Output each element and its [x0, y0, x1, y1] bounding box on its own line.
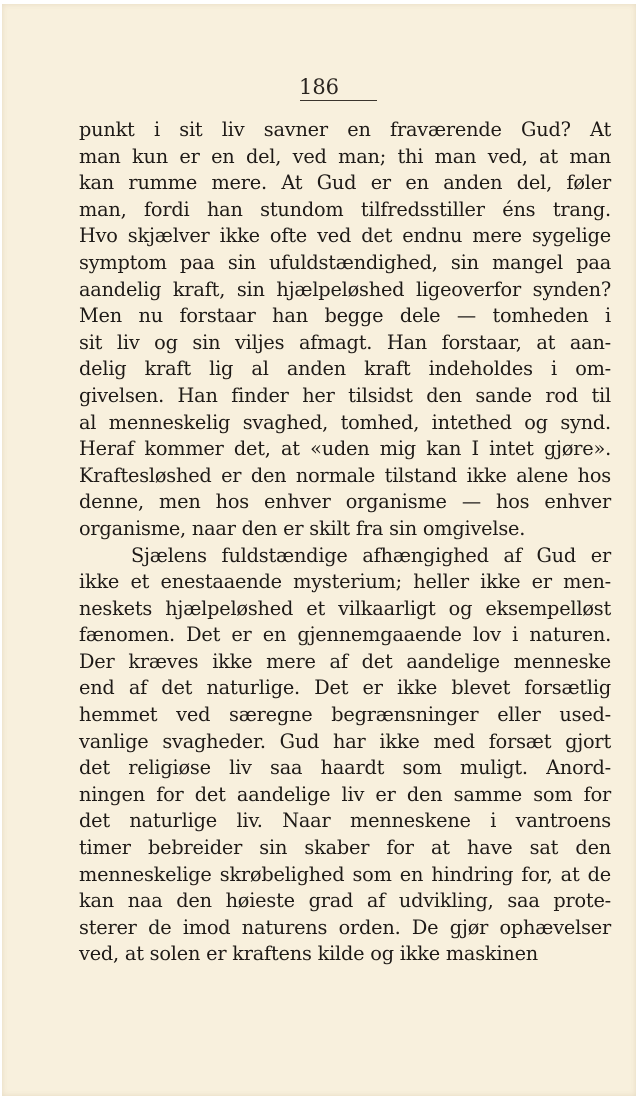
- text-line: timer bebreider sin skaber for at have sat den: [79, 836, 611, 860]
- text-line: ikke et enestaaende mysterium; heller ikke er men-: [79, 570, 611, 594]
- text-line: vanlige svagheder. Gud har ikke med forsæt gjort: [79, 729, 611, 753]
- paragraph: [79, 117, 611, 543]
- text-line: aandelig kraft, sin hjælpeløshed ligeoverfor synden?: [79, 277, 611, 301]
- text-line: ningen for det aandelige liv er den samme som for: [79, 782, 611, 806]
- text-line: man kun er en del, ved man; thi man ved, at man: [79, 144, 611, 168]
- text-line: sterer de imod naturens orden. De gjør ophævelser: [79, 915, 611, 939]
- text-line: Heraf kommer det, at «uden mig kan I intet gjøre».: [79, 437, 611, 461]
- body-text: [79, 117, 611, 968]
- text-line: kan rumme mere. At Gud er en anden del, føler: [79, 171, 611, 195]
- text-line: denne, men hos enhver organisme — hos enhver: [79, 490, 611, 514]
- text-line: al menneskelig svaghed, tomhed, intethed og synd.: [79, 410, 611, 434]
- text-line: Der kræves ikke mere af det aandelige menneske: [79, 649, 611, 673]
- text-line: menneskelige skrøbelighed som en hindring for, at de: [79, 862, 611, 886]
- text-line: Sjælens fuldstændige afhængighed af Gud er: [131, 543, 611, 567]
- text-line: symptom paa sin ufuldstændighed, sin mangel paa: [79, 250, 611, 274]
- text-line: det naturlige liv. Naar menneskene i vantroens: [79, 809, 611, 833]
- text-line: fænomen. Det er en gjennemgaaende lov i naturen.: [79, 623, 611, 647]
- text-line: ved, at solen er kraftens kilde og ikke maskinen: [79, 942, 539, 966]
- text-line: Men nu forstaar han begge dele — tomheden i: [79, 304, 611, 328]
- text-line: end af det naturlige. Det er ikke blevet forsætlig: [79, 676, 611, 700]
- page-number: 186: [298, 75, 340, 99]
- text-line: hemmet ved særegne begrænsninger eller used-: [79, 703, 611, 727]
- text-line: delig kraft lig al anden kraft indeholdes i om-: [79, 357, 611, 381]
- text-line: Kraftesløshed er den normale tilstand ikke alene hos: [79, 463, 611, 487]
- paragraph: [79, 543, 611, 969]
- text-line: organisme, naar den er skilt fra sin omgivelse.: [79, 516, 526, 540]
- text-line: kan naa den høieste grad af udvikling, saa prote-: [79, 889, 611, 913]
- text-line: neskets hjælpeløshed et vilkaarligt og eksempelløst: [79, 596, 611, 620]
- header-rule: [300, 100, 377, 101]
- text-line: man, fordi han stundom tilfredsstiller éns trang.: [79, 197, 611, 221]
- text-line: det religiøse liv saa haardt som muligt. Anord-: [79, 756, 611, 780]
- text-line: givelsen. Han finder her tilsidst den sande rod til: [79, 383, 611, 407]
- text-line: sit liv og sin viljes afmagt. Han forstaar, at aan-: [79, 330, 611, 354]
- text-line: punkt i sit liv savner en fraværende Gud? At: [79, 118, 611, 141]
- text-line: Hvo skjælver ikke ofte ved det endnu mere sygelige: [79, 224, 611, 248]
- book-page: [2, 4, 636, 1096]
